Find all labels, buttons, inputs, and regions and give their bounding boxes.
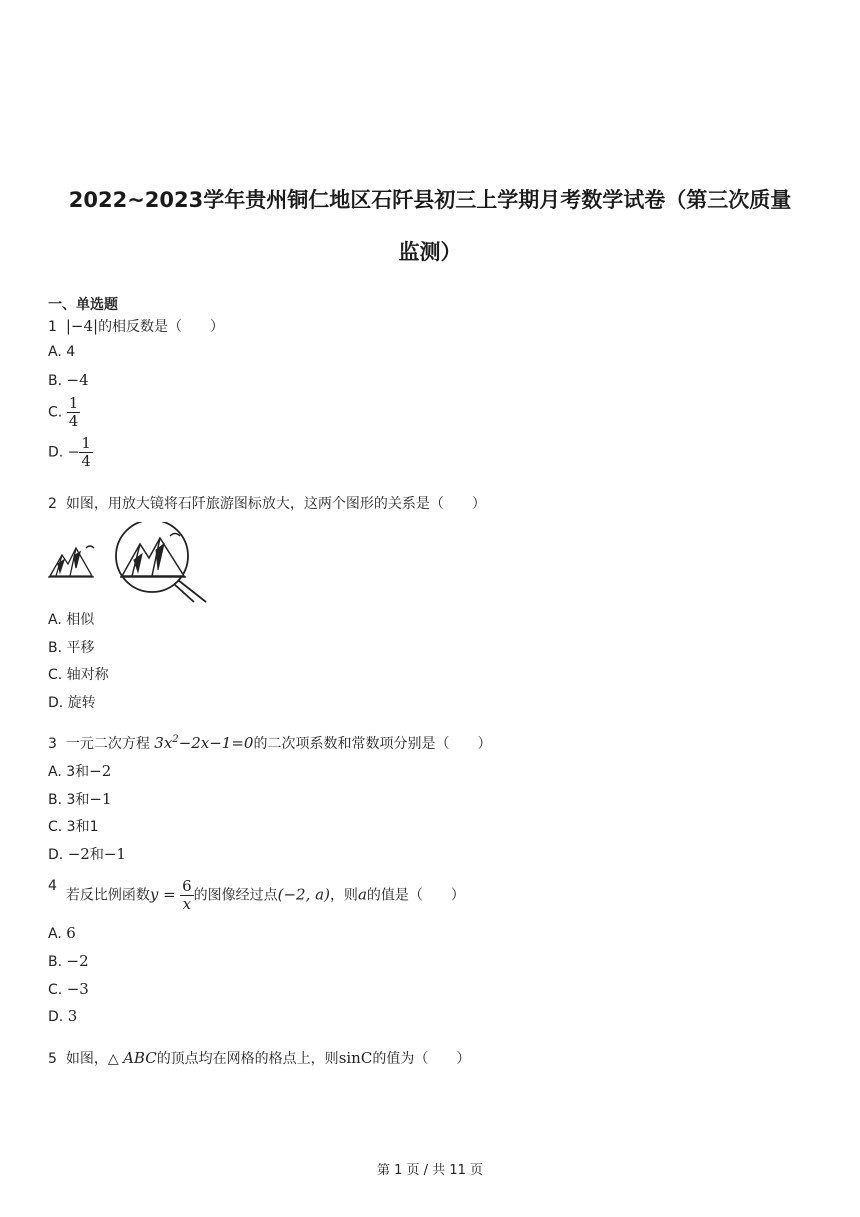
question-text: 的二次项系数和常数项分别是（ ） [253, 736, 492, 752]
question-expression: |−4| [65, 317, 99, 335]
point: (−2, a) [277, 885, 330, 904]
fraction: $\frac{1}{4}$ [81, 434, 91, 470]
option-d: D. 旋转 [48, 695, 96, 711]
document-title-line1: 2022~2023学年贵州铜仁地区石阡县初三上学期月考数学试卷（第三次质量 [68, 188, 792, 212]
question-number: 4 [48, 878, 57, 894]
question-text: 一元二次方程 [65, 736, 150, 752]
option-value: 4 [66, 344, 76, 360]
question-text: 的相反数是（ ） [98, 319, 225, 335]
option-value: −4 [66, 371, 89, 389]
magnifier-icon [116, 522, 206, 602]
fraction: $\frac{6}{x}$ [182, 877, 192, 913]
option-b [48, 371, 89, 389]
question-text: 的图像经过点 [193, 887, 278, 904]
option-b: B. −2 [48, 952, 89, 970]
option-d: D. 3 [48, 1007, 78, 1025]
function-name: y = [149, 885, 176, 904]
question-number: 1 [48, 319, 57, 335]
option-b: B. 3和−1 [48, 790, 112, 808]
triangle-name: ABC [123, 1049, 157, 1067]
option-label: A. [48, 344, 62, 360]
minus-sign: − [67, 444, 80, 461]
page-footer: 第 1 页 / 共 11 页 [377, 1163, 483, 1178]
option-label: D. [48, 444, 64, 461]
equation: $3x^2-2x-1=0$ [154, 734, 254, 752]
question-text: 如图，用放大镜将石阡旅游图标放大，这两个图形的关系是（ ） [65, 496, 486, 512]
question-text: 的值为（ ） [372, 1051, 471, 1067]
option-c: C. 3和1 [48, 819, 99, 835]
question-5 [48, 1048, 470, 1068]
small-mountain-icon [48, 546, 94, 577]
option-c: C. 轴对称 [48, 667, 109, 683]
option-a: A. 3和−2 [48, 762, 112, 780]
option-c: C. −3 [48, 980, 89, 998]
question-4: 4 若反比例函数y = $\frac{6}{x}$ 的图像经过点(−2, a)，则a的值是（ ） [48, 877, 465, 913]
option-c [48, 395, 80, 430]
question-3 [48, 733, 491, 753]
option-d [48, 435, 93, 470]
fraction: $\frac{1}{4}$ [68, 394, 79, 430]
question-number: 3 [48, 736, 57, 752]
question-text: 的顶点均在网格的格点上，则 [156, 1051, 339, 1067]
option-b: B. 平移 [48, 640, 95, 656]
magnifier-mountain-figure [46, 522, 212, 606]
question-2 [48, 493, 486, 513]
question-number: 2 [48, 496, 57, 512]
option-a [48, 344, 75, 360]
question-1 [48, 316, 224, 336]
option-label: C. [48, 404, 63, 421]
option-a: A. 6 [48, 924, 76, 942]
option-a: A. 相似 [48, 612, 95, 628]
question-text: 如图，△ [65, 1051, 119, 1067]
sin-expression: sinC [338, 1049, 373, 1067]
option-label: B. [48, 373, 63, 389]
question-number: 5 [48, 1051, 57, 1067]
document-title-line2: 监测） [398, 240, 462, 264]
option-d: D. −2和−1 [48, 845, 126, 863]
question-text: 若反比例函数 [65, 887, 150, 904]
section-heading: 一、单选题 [48, 297, 118, 313]
